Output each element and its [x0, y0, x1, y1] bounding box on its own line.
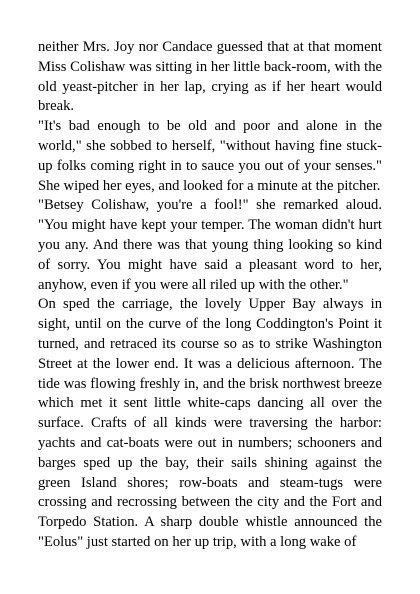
paragraph-4: On sped the carriage, the lovely Upper Bay always in sight, until on the curve of the long Coddington's Point it turned, and retraced its course so as to strike Washington Street at the lower end. It was a delicious afternoon. The tide was flowing freshly in, and the brisk northwest breeze which met it sent little white-caps dancing all over the surface. Crafts of all kinds were traversing the harbor: yachts and cat-boats were out in numbers; schooners and barges sped up the bay, their sails shining against the green Island shores; row-boats and steam-tugs were crossing and recrossing between the city and the Fort and Torpedo Station. A sharp double whistle announced the "Eolus" just started on her up trip, with a long wake of	[38, 296, 382, 550]
paragraph-2: "It's bad enough to be old and poor and alone in the world," she sobbed to herself, "without having fine stuck-up folks coming right in to sauce you out of your senses." She wiped her eyes, and looked for a minute at the pitcher.	[38, 118, 382, 194]
paragraph-1: neither Mrs. Joy nor Candace guessed that at that moment Miss Colishaw was sitting in her little back-room, with the old yeast-pitcher in her lap, crying as if her heart would break.	[38, 39, 382, 115]
paragraph-3: "Betsey Colishaw, you're a fool!" she remarked aloud. "You might have kept your temper. The woman didn't hurt you any. And there was that young thing looking so kind of sorry. You might have said a pleasant word to her, anyhow, even if you were all riled up with the other."	[38, 197, 382, 293]
